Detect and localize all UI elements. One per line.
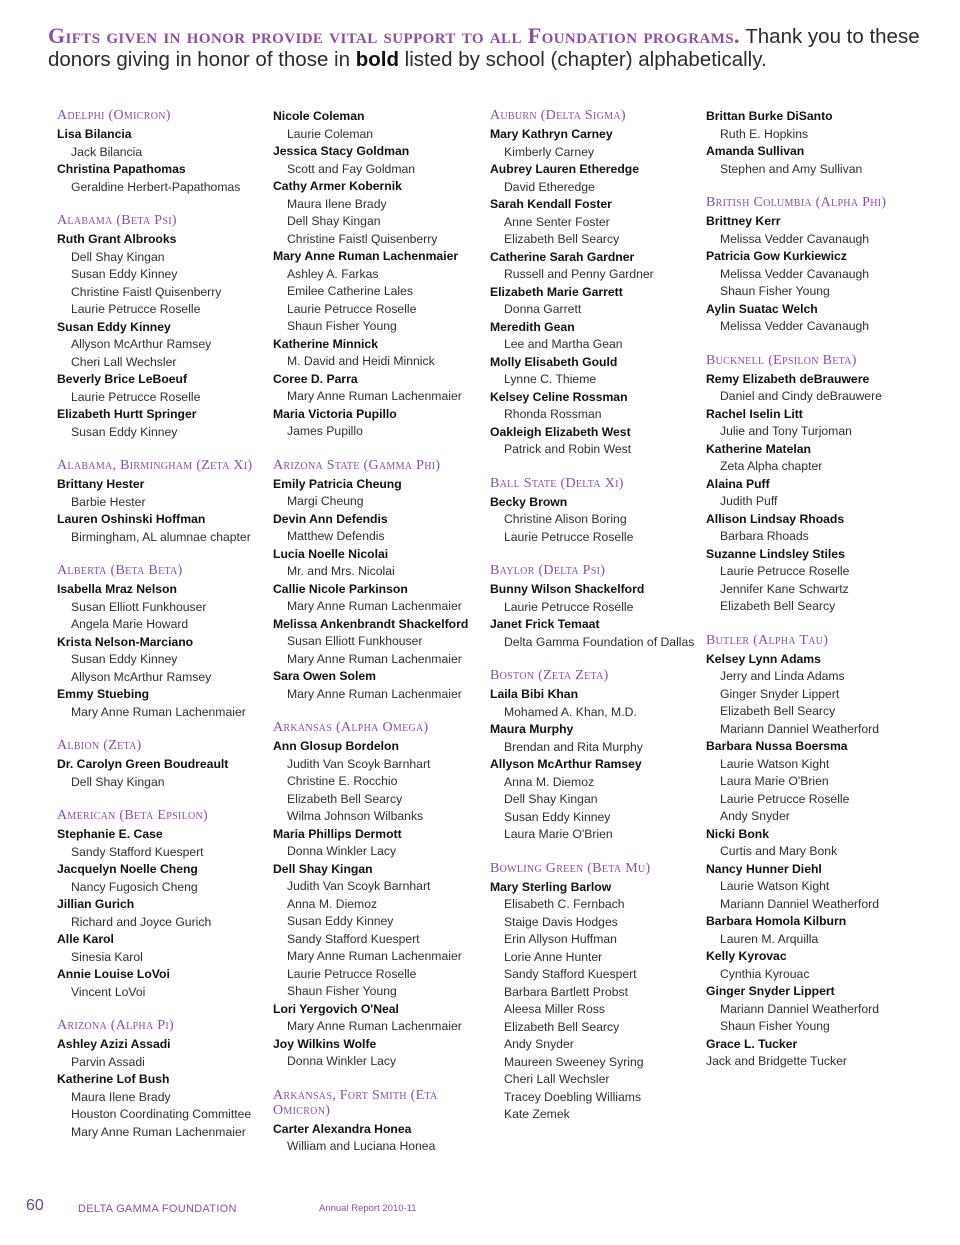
honoree-name: Shaun Fisher Young [287,984,397,998]
honoree-name: Patrick and Robin West [504,442,632,456]
honoree-name: Allyson McArthur Ramsey [71,337,212,351]
chapter-section [706,353,918,616]
donor-name: Catherine Sarah Gardner [490,249,635,264]
honoree-name: Laurie Petrucce Roselle [720,791,850,806]
donor-name: Ashley Azizi Assadi [57,1037,171,1051]
donor-name: Krista Nelson-Marciano [57,634,194,649]
donor-name: Lucia Noelle Nicolai [273,546,389,561]
honoree-name: Geraldine Herbert-Papathomas [71,179,241,194]
honoree-name: Mariann Danniel Weatherford [720,896,879,911]
honoree-name: Dell Shay Kingan [287,214,381,228]
donor-name: Sara Owen Solem [273,669,376,683]
donor-name: Amanda Sullivan [706,144,805,158]
chapter-heading: Baylor (Delta Psi) [490,563,606,578]
donor-name: Aylin Suatac Welch [706,301,818,316]
honoree-name: Laurie Coleman [287,126,374,141]
honoree-name: Christine Faistl Quisenberry [287,231,438,246]
honoree-name: Cynthia Kyrouac [720,966,810,981]
donor-name: Emmy Stuebing [57,687,150,701]
honoree-name: Shaun Fisher Young [287,319,397,333]
donor-name: Becky Brown [490,494,568,509]
chapter-section [490,668,702,844]
honoree-name: Judith Van Scoyk Barnhart [287,879,431,893]
honoree-name: Lorie Anne Hunter [504,949,603,964]
honoree-name: Laura Marie O'Brien [720,774,829,788]
intro-text-1: Thank you to these donors giving in honor of those in [48,25,920,71]
chapter-heading: Bucknell (Epsilon Beta) [706,352,857,368]
donor-name: Lauren Oshinski Hoffman [57,512,206,526]
honoree-name: Ruth E. Hopkins [720,126,809,141]
honoree-name: David Etheredge [504,179,595,194]
donor-name: Melissa Ankenbrandt Shackelford [273,616,469,631]
honoree-name: Anna M. Diemoz [287,896,378,911]
chapter-heading: Arizona (Alpha Pi) [57,1018,174,1033]
honoree-name: Jerry and Linda Adams [720,669,845,683]
honoree-name: Barbara Rhoads [720,529,809,543]
honoree-name: Kate Zemek [504,1107,570,1121]
honoree-name: Christine Faistl Quisenberry [71,284,222,299]
honoree-name: Laurie Watson Kight [720,879,830,893]
donor-name: Lori Yergovich O'Neal [273,1001,399,1016]
donor-name: Annie Louise LoVoi [57,967,170,981]
honoree-name: Mary Anne Ruman Lachenmaier [71,704,246,719]
honoree-name: Judith Puff [720,494,778,508]
chapter-section [273,720,485,1071]
honoree-name: Laurie Watson Kight [720,756,830,771]
donor-name: Brittan Burke DiSanto [706,109,833,123]
honoree-name: Anne Senter Foster [504,214,610,229]
honoree-name: Elizabeth Bell Searcy [720,599,836,613]
chapter-section [706,195,918,336]
honoree-name: Susan Eddy Kinney [71,652,178,666]
chapter-heading: British Columbia (Alpha Phi) [706,195,887,210]
intro-paragraph [48,24,928,71]
honoree-name: Lynne C. Thieme [504,372,597,386]
donor-name: Stephanie E. Case [57,827,163,841]
chapter-heading: Boston (Zeta Zeta) [490,668,609,683]
donor-name: Kelsey Lynn Adams [706,651,821,666]
honoree-name: Christine Alison Boring [504,512,627,526]
honoree-name: Scott and Fay Goldman [287,161,416,176]
donor-name: Rachel Iselin Litt [706,406,803,421]
donor-name: Elizabeth Marie Garrett [490,284,623,299]
honoree-name: Laurie Petrucce Roselle [504,529,634,544]
donor-name: Nancy Hunner Diehl [706,861,822,876]
honoree-name: James Pupillo [287,424,363,438]
page-number: 60 [26,1197,44,1214]
chapter-section [490,861,702,1124]
donor-name: Mary Kathryn Carney [490,127,613,141]
chapter-section [57,108,269,196]
chapter-heading: Arkansas (Alpha Omega) [273,720,429,735]
honoree-name: Donna Garrett [504,302,582,316]
donor-name: Katherine Minnick [273,336,378,351]
donor-name: Susan Eddy Kinney [57,319,171,334]
honoree-name: Aleesa Miller Ross [504,1002,605,1016]
donor-name: Jillian Gurich [57,897,135,911]
donor-name: Suzanne Lindsley Stiles [706,546,845,561]
donor-name: Allison Lindsay Rhoads [706,511,845,526]
honoree-name: Margi Cheung [287,494,364,508]
honoree-name: Mary Anne Ruman Lachenmaier [287,389,462,403]
honoree-name: Donna Winkler Lacy [287,844,397,858]
donor-name: Elizabeth Hurtt Springer [57,407,197,421]
intro-bold-word: bold [355,48,399,71]
honoree-name: Mariann Danniel Weatherford [720,721,879,736]
chapter-section [706,633,918,1071]
honoree-name: Matthew Defendis [287,529,385,543]
honoree-name: Emilee Catherine Lales [287,284,414,298]
honoree-name: Melissa Vedder Cavanaugh [720,319,870,333]
donor-name: Ann Glosup Bordelon [273,739,399,753]
chapter-heading: Ball State (Delta Xi) [490,475,624,491]
honoree-name: William and Luciana Honea [287,1139,436,1153]
chapter-section [490,476,702,547]
honoree-name: Richard and Joyce Gurich [71,914,212,929]
chapter-section [706,108,918,178]
donor-name: Sarah Kendall Foster [490,197,612,211]
honoree-name: Mary Anne Ruman Lachenmaier [287,949,462,963]
honoree-name: Mary Anne Ruman Lachenmaier [287,686,462,701]
donor-name: Joy Wilkins Wolfe [273,1036,377,1051]
donor-name: Mary Sterling Barlow [490,879,612,894]
honoree-name: Houston Coordinating Committee [71,1107,252,1121]
donor-name: Christina Papathomas [57,162,186,176]
honoree-name: Barbara Bartlett Probst [504,984,628,999]
honoree-name: Cheri Lall Wechsler [71,354,177,369]
honoree-name: Susan Eddy Kinney [287,914,394,928]
honoree-name: Melissa Vedder Cavanaugh [720,266,870,281]
honoree-name: Christine E. Rocchio [287,774,398,788]
honoree-name: Julie and Tony Turjoman [720,424,852,438]
chapter-heading: Butler (Alpha Tau) [706,632,829,648]
donor-name: Kelly Kyrovac [706,949,787,963]
donor-name: Lisa Bilancia [57,127,132,141]
donor-name: Emily Patricia Cheung [273,476,402,491]
honoree-name: Sinesia Karol [71,949,143,964]
intro-text-2: listed by school (chapter) alphabetically. [398,48,767,71]
honoree-name: Susan Elliott Funkhouser [287,634,423,648]
honoree-name: Elizabeth Bell Searcy [504,232,620,246]
honoree-name: Maura Ilene Brady [71,1089,171,1104]
chapter-heading: Arizona State (Gamma Phi) [273,457,441,473]
donor-name: Dr. Carolyn Green Boudreault [57,757,229,771]
donor-name: Beverly Brice LeBoeuf [57,372,188,386]
honoree-name: Wilma Johnson Wilbanks [287,809,424,823]
intro-lead: Gifts given in honor provide vital support to all Foundation programs. [48,23,740,48]
honoree-name: Laura Marie O'Brien [504,827,613,841]
donor-name: Kelsey Celine Rossman [490,389,628,404]
donor-name: Dell Shay Kingan [273,861,373,876]
chapter-heading: Albion (Zeta) [57,738,142,753]
donor-name: Patricia Gow Kurkiewicz [706,249,847,263]
donor-name: Brittany Hester [57,477,145,491]
donor-name: Mary Anne Ruman Lachenmaier [273,249,459,263]
honoree-name: Delta Gamma Foundation of Dallas [504,634,695,649]
honoree-name: Laurie Petrucce Roselle [287,301,417,316]
chapter-section [57,458,269,546]
honoree-name: Zeta Alpha chapter [720,459,823,473]
donor-name: Barbara Nussa Boersma [706,739,848,753]
honoree-name: Jack and Bridgette Tucker [706,1054,847,1068]
donor-name: Devin Ann Defendis [273,511,388,526]
donor-name: Jacquelyn Noelle Cheng [57,862,198,876]
donor-name: Laila Bibi Khan [490,687,579,701]
honoree-name: Jennifer Kane Schwartz [720,581,849,596]
honoree-name: Laurie Petrucce Roselle [71,302,201,316]
honoree-name: Sandy Stafford Kuespert [71,844,204,859]
honoree-name: Maureen Sweeney Syring [504,1054,644,1069]
honoree-name: Mary Anne Ruman Lachenmaier [287,651,462,666]
chapter-section [57,738,269,791]
honoree-name: Vincent LoVoi [71,984,146,999]
donor-name: Cathy Armer Kobernik [273,179,402,193]
honoree-name: Elizabeth Bell Searcy [504,1019,620,1034]
footer-org-name: DELTA GAMMA FOUNDATION [78,1203,237,1215]
honoree-name: Andy Snyder [504,1037,574,1051]
honoree-name: Dell Shay Kingan [504,792,598,806]
honoree-name: Susan Eddy Kinney [71,424,178,439]
chapter-heading: Bowling Green (Beta Mu) [490,860,651,876]
honoree-name: Staige Davis Hodges [504,914,618,929]
donor-name: Callie Nicole Parkinson [273,581,408,596]
donor-name: Jessica Stacy Goldman [273,144,410,158]
donor-name: Ginger Snyder Lippert [706,984,835,998]
honoree-name: Laurie Petrucce Roselle [71,389,201,404]
honoree-name: Parvin Assadi [71,1054,145,1069]
honoree-name: Sandy Stafford Kuespert [287,931,420,946]
honoree-name: Shaun Fisher Young [720,1019,830,1033]
chapter-section [273,1088,485,1156]
honoree-name: Brendan and Rita Murphy [504,739,643,754]
honoree-name: Shaun Fisher Young [720,284,830,298]
honoree-name: Tracey Doebling Williams [504,1089,642,1104]
column-1 [57,108,269,1158]
honoree-name: Birmingham, AL alumnae chapter [71,529,251,544]
chapter-section [273,108,485,441]
donor-name: Maria Phillips Dermott [273,826,402,841]
column-4 [706,108,918,1088]
chapter-heading: Alabama (Beta Psi) [57,213,177,228]
honoree-name: Jack Bilancia [71,144,143,159]
donor-name: Maria Victoria Pupillo [273,406,397,421]
donor-name: Aubrey Lauren Etheredge [490,162,639,176]
donor-name: Allyson McArthur Ramsey [490,757,642,771]
honoree-name: Ginger Snyder Lippert [720,686,840,701]
honoree-name: Elizabeth Bell Searcy [287,791,403,806]
donor-name: Molly Elisabeth Gould [490,354,618,369]
chapter-section [490,108,702,459]
honoree-name: Allyson McArthur Ramsey [71,669,212,684]
chapter-heading: Arkansas, Fort Smith (Eta Omicron) [273,1087,438,1118]
donor-name: Grace L. Tucker [706,1036,798,1051]
donor-name: Remy Elizabeth deBrauwere [706,371,870,386]
honoree-name: Kimberly Carney [504,144,595,159]
column-3 [490,108,702,1141]
honoree-name: Susan Eddy Kinney [504,809,611,824]
chapter-section [490,563,702,651]
honoree-name: Anna M. Diemoz [504,774,595,789]
honoree-name: Andy Snyder [720,809,790,823]
honoree-name: Judith Van Scoyk Barnhart [287,756,431,771]
donor-name: Coree D. Parra [273,371,358,386]
donor-name: Janet Frick Temaat [490,617,600,631]
donor-name: Brittney Kerr [706,214,781,228]
chapter-heading: Adelphi (Omicron) [57,108,171,123]
honoree-name: Sandy Stafford Kuespert [504,967,637,981]
honoree-name: Dell Shay Kingan [71,249,165,264]
donor-name: Alaina Puff [706,476,770,491]
donor-name: Nicole Coleman [273,109,365,123]
honoree-name: Curtis and Mary Bonk [720,844,838,858]
chapter-section [57,563,269,721]
honoree-name: M. David and Heidi Minnick [287,354,435,368]
donor-name: Alle Karol [57,932,114,946]
chapter-section [57,1018,269,1141]
chapter-section [57,808,269,1001]
chapter-heading: American (Beta Epsilon) [57,808,208,823]
donor-name: Barbara Homola Kilburn [706,914,847,928]
donor-name: Katherine Matelan [706,441,811,456]
honoree-name: Laurie Petrucce Roselle [720,564,850,578]
column-2 [273,108,485,1173]
honoree-name: Elizabeth Bell Searcy [720,704,836,718]
donor-name: Nicki Bonk [706,826,769,841]
honoree-name: Mr. and Mrs. Nicolai [287,564,395,578]
honoree-name: Mary Anne Ruman Lachenmaier [287,1019,462,1033]
chapter-section [273,458,485,704]
donor-name: Maura Murphy [490,722,574,736]
honoree-name: Laurie Petrucce Roselle [504,599,634,614]
donor-name: Carter Alexandra Honea [273,1121,412,1136]
honoree-name: Lee and Martha Gean [504,337,623,351]
honoree-name: Dell Shay Kingan [71,774,165,789]
honoree-name: Donna Winkler Lacy [287,1054,397,1068]
honoree-name: Rhonda Rossman [504,407,602,421]
honoree-name: Cheri Lall Wechsler [504,1072,610,1086]
honoree-name: Ashley A. Farkas [287,266,379,281]
honoree-name: Erin Allyson Huffman [504,932,617,946]
honoree-name: Mary Anne Ruman Lachenmaier [287,599,462,613]
honoree-name: Mariann Danniel Weatherford [720,1001,879,1016]
honoree-name: Daniel and Cindy deBrauwere [720,389,882,403]
donor-name: Oakleigh Elizabeth West [490,424,631,439]
donor-name: Isabella Mraz Nelson [57,582,177,596]
chapter-heading: Alberta (Beta Beta) [57,563,183,578]
honoree-name: Maura Ilene Brady [287,196,387,211]
donor-name: Bunny Wilson Shackelford [490,582,645,596]
honoree-name: Elisabeth C. Fernbach [504,897,625,911]
honoree-name: Laurie Petrucce Roselle [287,966,417,981]
chapter-section [57,213,269,441]
chapter-heading: Auburn (Delta Sigma) [490,108,626,123]
donor-name: Meredith Gean [490,319,575,334]
honoree-name: Mohamed A. Khan, M.D. [504,704,637,719]
donor-name: Ruth Grant Albrooks [57,232,177,246]
honoree-name: Stephen and Amy Sullivan [720,161,863,176]
honoree-name: Barbie Hester [71,494,146,509]
footer-report-title: Annual Report 2010-11 [319,1203,417,1214]
honoree-name: Melissa Vedder Cavanaugh [720,231,870,246]
donor-name: Katherine Lof Bush [57,1072,170,1086]
honoree-name: Angela Marie Howard [71,617,189,631]
honoree-name: Nancy Fugosich Cheng [71,879,198,894]
honoree-name: Lauren M. Arquilla [720,931,819,946]
honoree-name: Susan Elliott Funkhouser [71,599,207,614]
honoree-name: Russell and Penny Gardner [504,267,654,281]
chapter-heading: Alabama, Birmingham (Zeta Xi) [57,458,253,473]
honoree-name: Mary Anne Ruman Lachenmaier [71,1124,246,1139]
honoree-name: Susan Eddy Kinney [71,267,178,281]
